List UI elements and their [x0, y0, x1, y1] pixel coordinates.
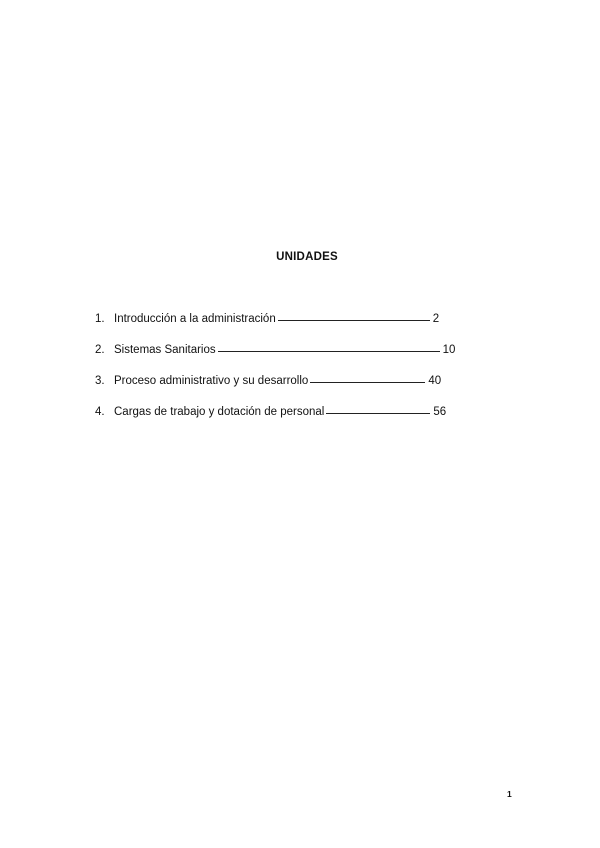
toc-entry-page: 40: [428, 375, 442, 387]
toc-leader-line: [218, 342, 440, 352]
toc-entry-number: 3.: [95, 375, 105, 387]
toc-entry-page: 2: [432, 313, 440, 325]
toc-entry-page: 10: [442, 344, 456, 356]
toc-entry-number: 1.: [95, 313, 105, 325]
toc-entry: [95, 343, 495, 374]
toc-entry: [95, 405, 495, 436]
toc-entry-title: Cargas de trabajo y dotación de personal: [114, 406, 325, 418]
toc-entry-page: 56: [433, 406, 447, 418]
toc-entry-title: Proceso administrativo y su desarrollo: [114, 375, 309, 387]
toc-entry: [95, 374, 495, 405]
toc-entry-number: 4.: [95, 406, 105, 418]
toc-entry-title: Introducción a la administración: [114, 313, 276, 325]
toc-leader-line: [278, 311, 430, 321]
table-of-contents: [95, 312, 495, 436]
page-number: 1: [507, 789, 512, 799]
toc-leader-line: [310, 373, 425, 383]
toc-entry-number: 2.: [95, 344, 105, 356]
toc-entry: [95, 312, 495, 343]
toc-entry-title: Sistemas Sanitarios: [114, 344, 216, 356]
toc-heading: UNIDADES: [276, 251, 338, 263]
toc-leader-line: [326, 404, 430, 414]
